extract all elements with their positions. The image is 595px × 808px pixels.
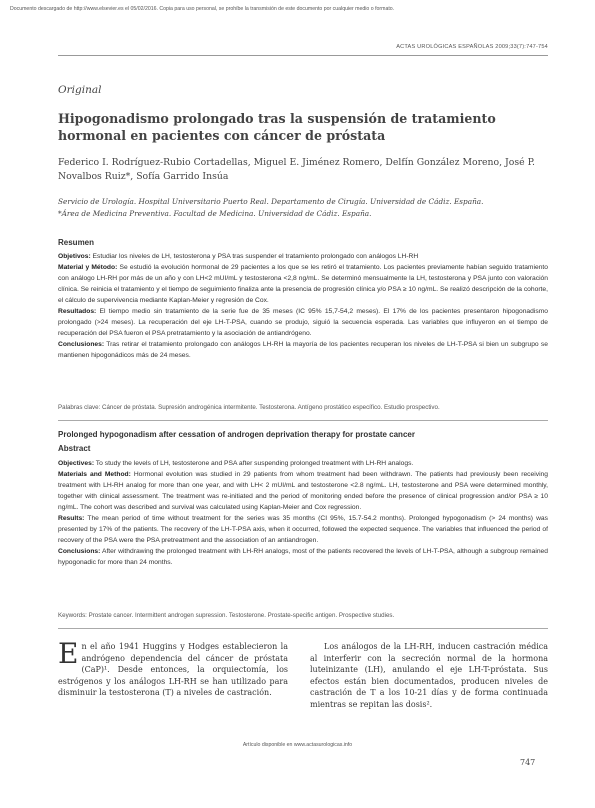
abstract-methods	[58, 469, 548, 513]
conclusiones-text: Tras retirar el tratamiento prolongado con análogos LH-RH la mayoría de los pacientes recuperan los niveles de LH-T-PSA si bien un subgrupo se mantienen hipogonádicos más de 24 meses.	[58, 341, 548, 359]
availability-note: Artículo disponible en www.actasurologicas.info	[242, 742, 353, 748]
resumen-conclusiones	[58, 339, 548, 361]
author-list: Federico I. Rodríguez-Rubio Cortadellas, Miguel E. Jiménez Romero, Delfín González Moreno, José P. Novalbos Ruiz*, Sofía Garrido Insúa	[58, 157, 535, 182]
resumen-resultados	[58, 306, 548, 339]
drop-cap: E	[58, 637, 79, 670]
metodo-label: Material y Método:	[58, 264, 118, 271]
methods-text: Hormonal evolution was studied in 29 patients from whom treatment had been withdrawn. The patients had previously been receiving treatment with LH-RH analog for more than one year, and with LH< 2 mUI/mL and testosterone <2.8 ng/mL. LH, testosterone and PSA were determined monthly, together with clinical assessment. The treatment was re-initiated and the period of monitoring ended before the presence of clinical progression and/or PSA ≥ 10 ng/mL. The cohort was described and survival was calculated using Kaplan-Meier and Cox regression.	[58, 471, 548, 511]
results-label: Results:	[58, 515, 85, 522]
objetivos-text: Estudiar los niveles de LH, testosterona y PSA tras suspender el tratamiento prolongado con análogos LH-RH	[90, 253, 419, 260]
body-column-1	[58, 637, 288, 699]
abstract-divider	[58, 420, 548, 421]
page-number: 747	[520, 758, 536, 767]
body-col1-text: n el año 1941 Huggins y Hodges establecieron la andrógeno dependencia del cáncer de próstata (CaP)¹. Desde entonces, la orquiectomía, los estrógenos y los análogos LH-RH se han utilizado para disminuir la testosterona (T) a niveles de castración.	[58, 642, 288, 698]
abstract-results	[58, 513, 548, 546]
metodo-text: Se estudió la evolución hormonal de 29 pacientes a los que se les retiró el tratamiento. Los pacientes previamente habían seguido tratamiento con análogo LH-RH por más de un año y con LH<2 mUI/mL y testosterona <2,8 ng/mL. Se determinó mensualmente la LH, testosterona y PSA junto con valoración clínica. Se reinicia el tratamiento y el tiempo de seguimiento finaliza ante la presencia de progresión clínica y/o PSA ≥ 10 ng/mL. Se realizó descripción de la cohorte, el cálculo de supervivencia mediante Kaplan-Meier y regresión de Cox.	[58, 264, 548, 304]
conclusions-text: After withdrawing the prolonged treatment with LH-RH analogs, most of the patients recovered the levels of LH-T-PSA, although a subgroup remained hypogonadic for more than 24 months.	[58, 548, 548, 566]
resumen-body	[58, 251, 548, 361]
affiliations	[58, 196, 548, 219]
header-divider	[58, 55, 548, 56]
abstract-conclusions	[58, 546, 548, 568]
section-label: Original	[58, 84, 102, 96]
conclusions-label: Conclusions:	[58, 548, 101, 555]
objetivos-label: Objetivos:	[58, 253, 91, 260]
journal-header: ACTAS UROLÓGICAS ESPAÑOLAS 2009;33(7):747-754	[396, 44, 548, 50]
english-title: Prolonged hypogonadism after cessation of androgen deprivation therapy for prostate cancer	[58, 430, 415, 439]
conclusiones-label: Conclusiones:	[58, 341, 105, 348]
download-notice: Documento descargado de http://www.elsevier.es el 05/02/2016. Copia para uso personal, se prohíbe la transmisión de este documento por cualquier medio o formato.	[10, 6, 395, 12]
affiliation-2: *Área de Medicina Preventiva. Facultad de Medicina. Universidad de Cádiz. España.	[58, 208, 372, 218]
affiliation-1: Servicio de Urología. Hospital Universitario Puerto Real. Departamento de Cirugía. Universidad de Cádiz. España.	[58, 197, 484, 206]
article-title: Hipogonadismo prolongado tras la suspensión de tratamiento hormonal en pacientes con cáncer de próstata	[58, 111, 496, 143]
methods-label: Materials and Method:	[58, 471, 131, 478]
resumen-metodo	[58, 262, 548, 306]
keywords: Keywords: Prostate cancer. Intermittent androgen supression. Testosterone. Prostate-specific antigen. Prospective studies.	[58, 612, 395, 619]
resumen-heading: Resumen	[58, 238, 95, 247]
objectives-text: To study the levels of LH, testosterone and PSA after suspending prolonged treatment with LH-RH analogs.	[94, 460, 414, 467]
objectives-label: Objectives:	[58, 460, 95, 467]
body-col2-text: Los análogos de la LH-RH, inducen castración médica al interferir con la secreción normal de la hormona luteinizante (LH), anulando el eje LH-T-próstata. Sus efectos están bien documentados, producen niveles de castración de T a los 10-21 días y de forma continuada mientras se repitan las dosis².	[310, 642, 548, 709]
resultados-text: El tiempo medio sin tratamiento de la serie fue de 35 meses (IC 95% 15,7-54,2 meses). El 17% de los pacientes presentaron hipogonadismo prolongado (>24 meses). La recuperación del eje LH-T-PSA, cuando se produjo, siguió la secuencia esperada. Las variables que influyeron en el tiempo de recuperación del PSA fueron el PSA pretratamiento y la asociación de antiandrógeno.	[58, 308, 548, 337]
abstract-body	[58, 458, 548, 568]
resultados-label: Resultados:	[58, 308, 97, 315]
body-column-2	[310, 641, 548, 711]
abstract-objectives	[58, 458, 548, 469]
abstract-heading: Abstract	[58, 444, 91, 453]
palabras-clave: Palabras clave: Cáncer de próstata. Supresión androgénica intermitente. Testosterona. Antígeno prostático específico. Estudio prospectivo.	[58, 404, 440, 411]
body-divider	[58, 628, 548, 629]
resumen-objetivos	[58, 251, 548, 262]
results-text: The mean period of time without treatment for the series was 35 months (CI 95%, 15.7-54.2 months). Prolonged hypogonadism (> 24 months) was presented by 17% of the patients. The recovery of the LH-T-PSA axis, when it occurred, followed the expected sequence. The variables that influenced the period of recovery of the PSA were the PSA pretreatment and the association of an antiandrogen.	[58, 515, 548, 544]
